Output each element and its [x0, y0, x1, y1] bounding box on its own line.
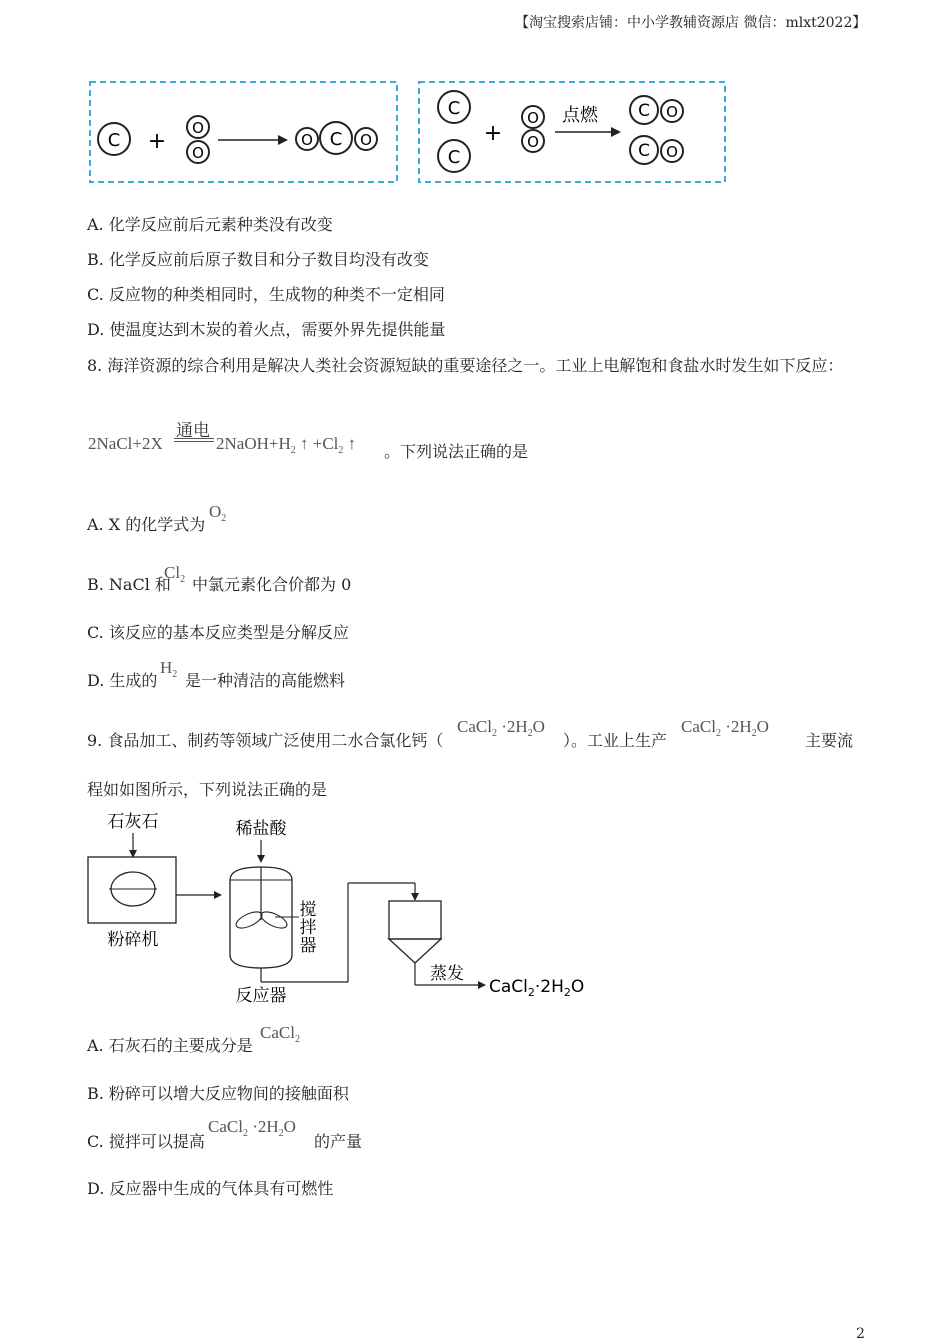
svg-text:O: O: [301, 131, 313, 149]
svg-text:C: C: [447, 98, 461, 119]
reactor-label: 反应器: [235, 986, 287, 1006]
svg-text:O: O: [192, 144, 204, 162]
evaporator-box: [389, 901, 441, 939]
svg-text:+: +: [483, 121, 503, 146]
ignition-condition: 点燃: [562, 105, 598, 126]
process-flow-diagram: [85, 805, 595, 1010]
formula-cacl2-2h2o: CaCl$_2$ $\cdot 2H_2O$: [457, 717, 545, 739]
q7-option-c: C. 反应物的种类相同时，生成物的种类不一定相同: [87, 285, 445, 304]
arrow-head-icon: [611, 127, 621, 137]
stirrer-label-2: 拌: [299, 918, 317, 938]
arrow-head-icon: [278, 135, 288, 145]
q8-option-c: C. 该反应的基本反应类型是分解反应: [87, 623, 349, 642]
carbon-atom-label: C: [107, 130, 121, 151]
q9-stem-line2: 程如如图所示，下列说法正确的是: [87, 780, 328, 799]
formula-o2: $O_2$: [209, 502, 227, 524]
formula-cl2: $Cl_2$: [164, 563, 186, 585]
formula-cacl2-2h2o: CaCl$_2$ $\cdot 2H_2O$: [208, 1117, 296, 1139]
q8-option-d: D. 生成的: [87, 671, 158, 690]
arrow-down-icon: [257, 855, 265, 863]
q8-option-b: B. NaCl 和: [87, 575, 171, 594]
svg-text:O: O: [192, 119, 204, 137]
page-number: 2: [856, 1326, 865, 1342]
q9-option-d: D. 反应器中生成的气体具有可燃性: [87, 1179, 334, 1198]
stirrer-label-3: 器: [299, 936, 317, 956]
model-box-incomplete-combustion: [419, 82, 725, 182]
svg-text:O: O: [527, 133, 539, 151]
svg-text:O: O: [360, 131, 372, 149]
evaporate-label: 蒸发: [430, 964, 464, 984]
formula-cacl2: CaCl$_2$: [260, 1023, 300, 1045]
svg-text:O: O: [666, 143, 678, 161]
arrow-down-icon: [411, 893, 419, 901]
electrolysis-condition: 通电: [176, 421, 210, 441]
stirrer-label-1: 搅: [299, 900, 317, 920]
crusher-label: 粉碎机: [107, 930, 159, 950]
q9-option-a: A. 石灰石的主要成分是: [87, 1036, 253, 1055]
q9-option-b: B. 粉碎可以增大反应物间的接触面积: [87, 1084, 349, 1103]
svg-text:C: C: [447, 147, 461, 168]
svg-text:O: O: [666, 103, 678, 121]
q7-option-b: B. 化学反应前后原子数目和分子数目均没有改变: [87, 250, 429, 269]
formula-h2: $H_2$: [160, 658, 178, 680]
svg-text:C: C: [638, 141, 650, 161]
page-header: 【淘宝搜索店铺：中小学教辅资源店 微信：mlxt2022】: [515, 15, 867, 31]
q9-option-c: C. 搅拌可以提高: [87, 1132, 205, 1151]
limestone-label: 石灰石: [107, 812, 159, 832]
formula-cacl2-2h2o: CaCl$_2$ $\cdot 2H_2O$: [681, 717, 769, 739]
q8-equation: 2NaCl+2X 通电 $2NaOH+H_2$ ↑ $+Cl_2$ ↑ 。下列说法正确的是: [88, 416, 588, 466]
svg-text:O: O: [527, 109, 539, 127]
arrow-right-icon: [214, 891, 222, 899]
q9-stem-line1: 9. 食品加工、制药等领域广泛使用二水合氯化钙（: [87, 731, 444, 750]
crusher-box: [88, 857, 176, 923]
q8-option-a: A. X 的化学式为: [87, 515, 206, 534]
reaction-model-diagram: [85, 78, 735, 188]
arrow-right-icon: [478, 981, 486, 989]
svg-text:C: C: [329, 129, 343, 150]
plus-sign: +: [147, 129, 167, 154]
q7-option-a: A. 化学反应前后元素种类没有改变: [87, 215, 333, 234]
svg-text:C: C: [638, 101, 650, 121]
product-label: $CaCl_2\cdot 2H_2O$: [489, 977, 585, 999]
q8-stem: 8. 海洋资源的综合利用是解决人类社会资源短缺的重要途径之一。工业上电解饱和食盐水时发生如下反应：: [87, 356, 844, 375]
q7-option-d: D. 使温度达到木炭的着火点，需要外界先提供能量: [87, 320, 446, 339]
model-box-complete-combustion: [90, 82, 397, 182]
dilute-hcl-label: 稀盐酸: [235, 819, 287, 839]
